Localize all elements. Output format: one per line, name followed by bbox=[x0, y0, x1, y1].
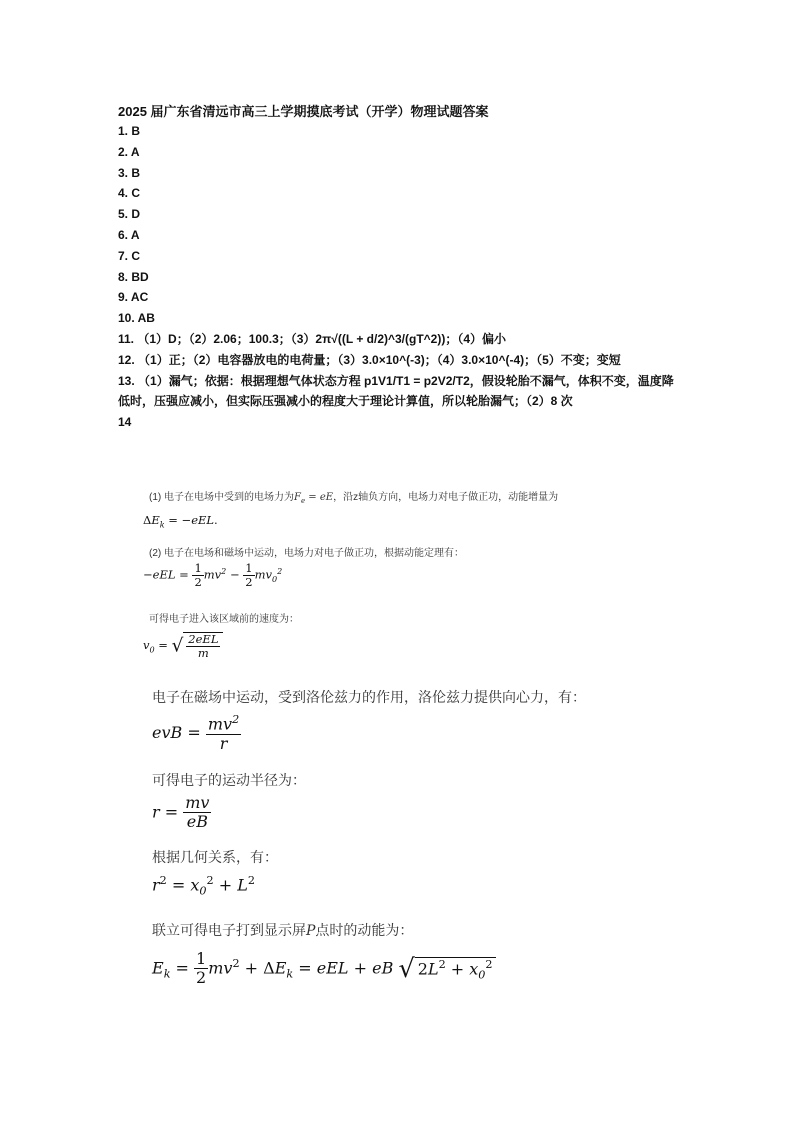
answer-item: 8. BD bbox=[118, 269, 149, 284]
answer-item: 3. B bbox=[118, 165, 141, 180]
answer-item: 2. A bbox=[118, 144, 140, 159]
formula-energy-theorem: −eEL = $\frac{1}{2}$ $mv^2$ − $\frac{1}{2}$ $mv_0^2$ bbox=[143, 561, 283, 590]
answer-item: 11. （1）D；（2）2.06；100.3；（3）2π√((L + d/2)^3/(gT^2))；（4）偏小 bbox=[118, 331, 507, 346]
formula-radius: r = $\frac{mv}{eB}$ bbox=[152, 793, 210, 832]
formula-lorentz-force: evB = $\frac{mv^2}{r}$ bbox=[152, 713, 240, 753]
document-title: 2025 届广东省清远市高三上学期摸底考试（开学）物理试题答案 bbox=[118, 104, 489, 119]
solution-paragraph: 可得电子的运动半径为： bbox=[152, 772, 306, 788]
solution-paragraph: 根据几何关系，有： bbox=[152, 849, 278, 865]
formula-final-ek: $E_k$ = $\frac{1}{2}$ $mv^2 + \Delta E_k$ = eEL + eB √ $2L^2 + x_0^2$ bbox=[152, 950, 496, 988]
formula-geometry: $r^2 = x_0^2 + L^2$ bbox=[152, 874, 255, 898]
answer-item: 6. A bbox=[118, 227, 140, 242]
formula-v0: $v_0$ = √ $\frac{\text{2eEL}}{m}$ bbox=[143, 632, 223, 660]
answer-item: 9. AC bbox=[118, 290, 149, 305]
solution-paragraph: 可得电子进入该区域前的速度为： bbox=[149, 614, 299, 625]
answer-item: 1. B bbox=[118, 124, 141, 138]
solution-paragraph: 联立可得电子打到显示屏P点时的动能为： bbox=[152, 922, 414, 939]
answer-item: 7. C bbox=[118, 248, 141, 263]
formula-delta-ek: $\Delta E_k = -eEL$. bbox=[143, 513, 218, 530]
solution-paragraph: (2) 电子在电场和磁场中运动，电场力对电子做正功，根据动能定理有： bbox=[149, 548, 464, 559]
answer-item: 14 bbox=[118, 415, 132, 430]
answer-list bbox=[118, 121, 678, 433]
answer-item: 12. （1）正；（2）电容器放电的电荷量；（3）3.0×10^(-3)；（4）3.0×10^(-4)；（5）不变；变短 bbox=[118, 352, 621, 367]
answer-item: 10. AB bbox=[118, 311, 155, 326]
solution-paragraph: (1) 电子在电场中受到的电场力为$F_e$ = eE，沿z轴负方向，电场力对电子做正功，动能增量为 bbox=[149, 492, 559, 505]
answer-item: 4. C bbox=[118, 186, 141, 201]
answer-item: 13. （1）漏气；依据：根据理想气体状态方程 p1V1/T1 = p2V2/T2，假设轮胎不漏气，体积不变，温度降低时，压强应减小，但实际压强减小的程度大于理论计算值，所以轮胎漏气；（2）8 次 bbox=[118, 373, 674, 409]
solution-paragraph: 电子在磁场中运动，受到洛伦兹力的作用，洛伦兹力提供向心力，有： bbox=[152, 689, 586, 705]
answer-item: 5. D bbox=[118, 207, 141, 222]
formula-field-force: $F_e$ = eE bbox=[294, 492, 334, 505]
